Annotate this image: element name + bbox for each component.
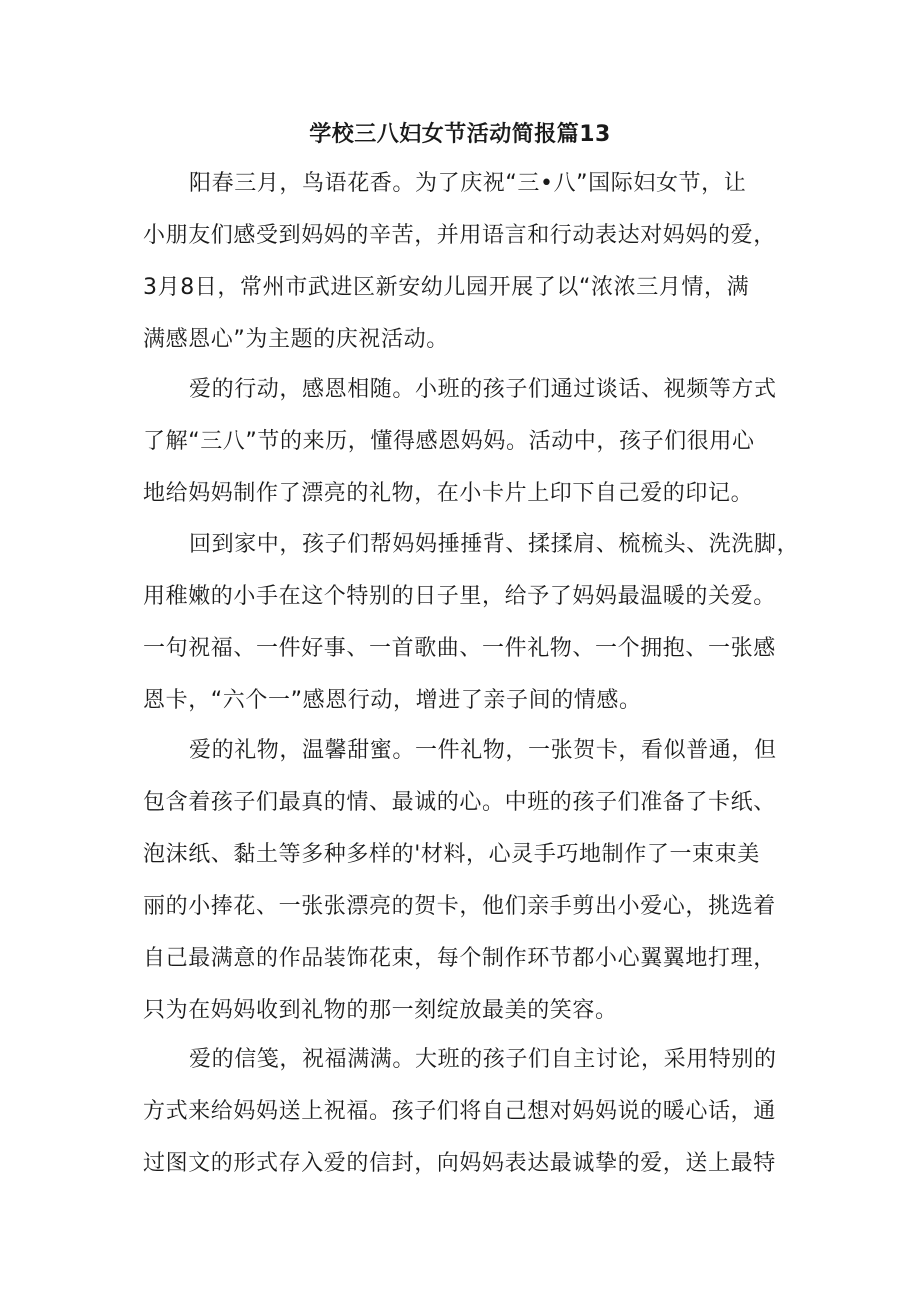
paragraph-2 (143, 364, 783, 520)
paragraph-line: 过图文的形式存入爱的信封，向妈妈表达最诚挚的爱，送上最特 (143, 1151, 776, 1176)
paragraph-line: 方式来给妈妈送上祝福。孩子们将自己想对妈妈说的暖心话，通 (143, 1099, 776, 1124)
paragraph-line: 包含着孩子们最真的情、最诚的心。中班的孩子们准备了卡纸、 (143, 790, 776, 815)
paragraph-line: 满感恩心”为主题的庆祝活动。 (143, 327, 449, 352)
paragraph-line: 泡沫纸、黏土等多种多样的'材料，心灵手巧地制作了一束束美 (143, 842, 760, 867)
paragraph-line: 爱的信笺，祝福满满。大班的孩子们自主讨论，采用特别的 (189, 1047, 777, 1072)
paragraph-4 (143, 725, 783, 1037)
paragraph-line: 3月8日，常州市武进区新安幼儿园开展了以“浓浓三月情，满 (143, 275, 750, 300)
paragraph-line: 恩卡，“六个一”感恩行动，增进了亲子间的情感。 (143, 688, 642, 713)
document-title: 学校三八妇女节活动简报篇13 (309, 122, 611, 147)
paragraph-line: 了解“三八”节的来历，懂得感恩妈妈。活动中，孩子们很用心 (143, 429, 755, 454)
paragraph-line: 只为在妈妈收到礼物的那一刻绽放最美的笑容。 (143, 998, 618, 1023)
paragraph-1 (143, 158, 783, 366)
paragraph-line: 小朋友们感受到妈妈的辛苦，并用语言和行动表达对妈妈的爱， (143, 223, 776, 248)
paragraph-5 (143, 1034, 783, 1190)
paragraph-line: 爱的行动，感恩相随。小班的孩子们通过谈话、视频等方式 (189, 377, 777, 402)
paragraph-3 (143, 519, 800, 727)
paragraph-line: 自己最满意的作品装饰花束，每个制作环节都小心翼翼地打理， (143, 946, 776, 971)
paragraph-line: 回到家中，孩子们帮妈妈捶捶背、揉揉肩、梳梳头、洗洗脚， (189, 532, 800, 557)
paragraph-line: 丽的小捧花、一张张漂亮的贺卡，他们亲手剪出小爱心，挑选着 (143, 894, 776, 919)
paragraph-line: 用稚嫩的小手在这个特别的日子里，给予了妈妈最温暖的关爱。 (143, 584, 776, 609)
paragraph-line: 一句祝福、一件好事、一首歌曲、一件礼物、一个拥抱、一张感 (143, 636, 776, 661)
paragraph-line: 阳春三月，鸟语花香。为了庆祝“三•八”国际妇女节，让 (189, 171, 747, 196)
paragraph-line: 地给妈妈制作了漂亮的礼物，在小卡片上印下自己爱的印记。 (143, 481, 754, 506)
paragraph-line: 爱的礼物，温馨甜蜜。一件礼物，一张贺卡，看似普通，但 (189, 738, 777, 763)
